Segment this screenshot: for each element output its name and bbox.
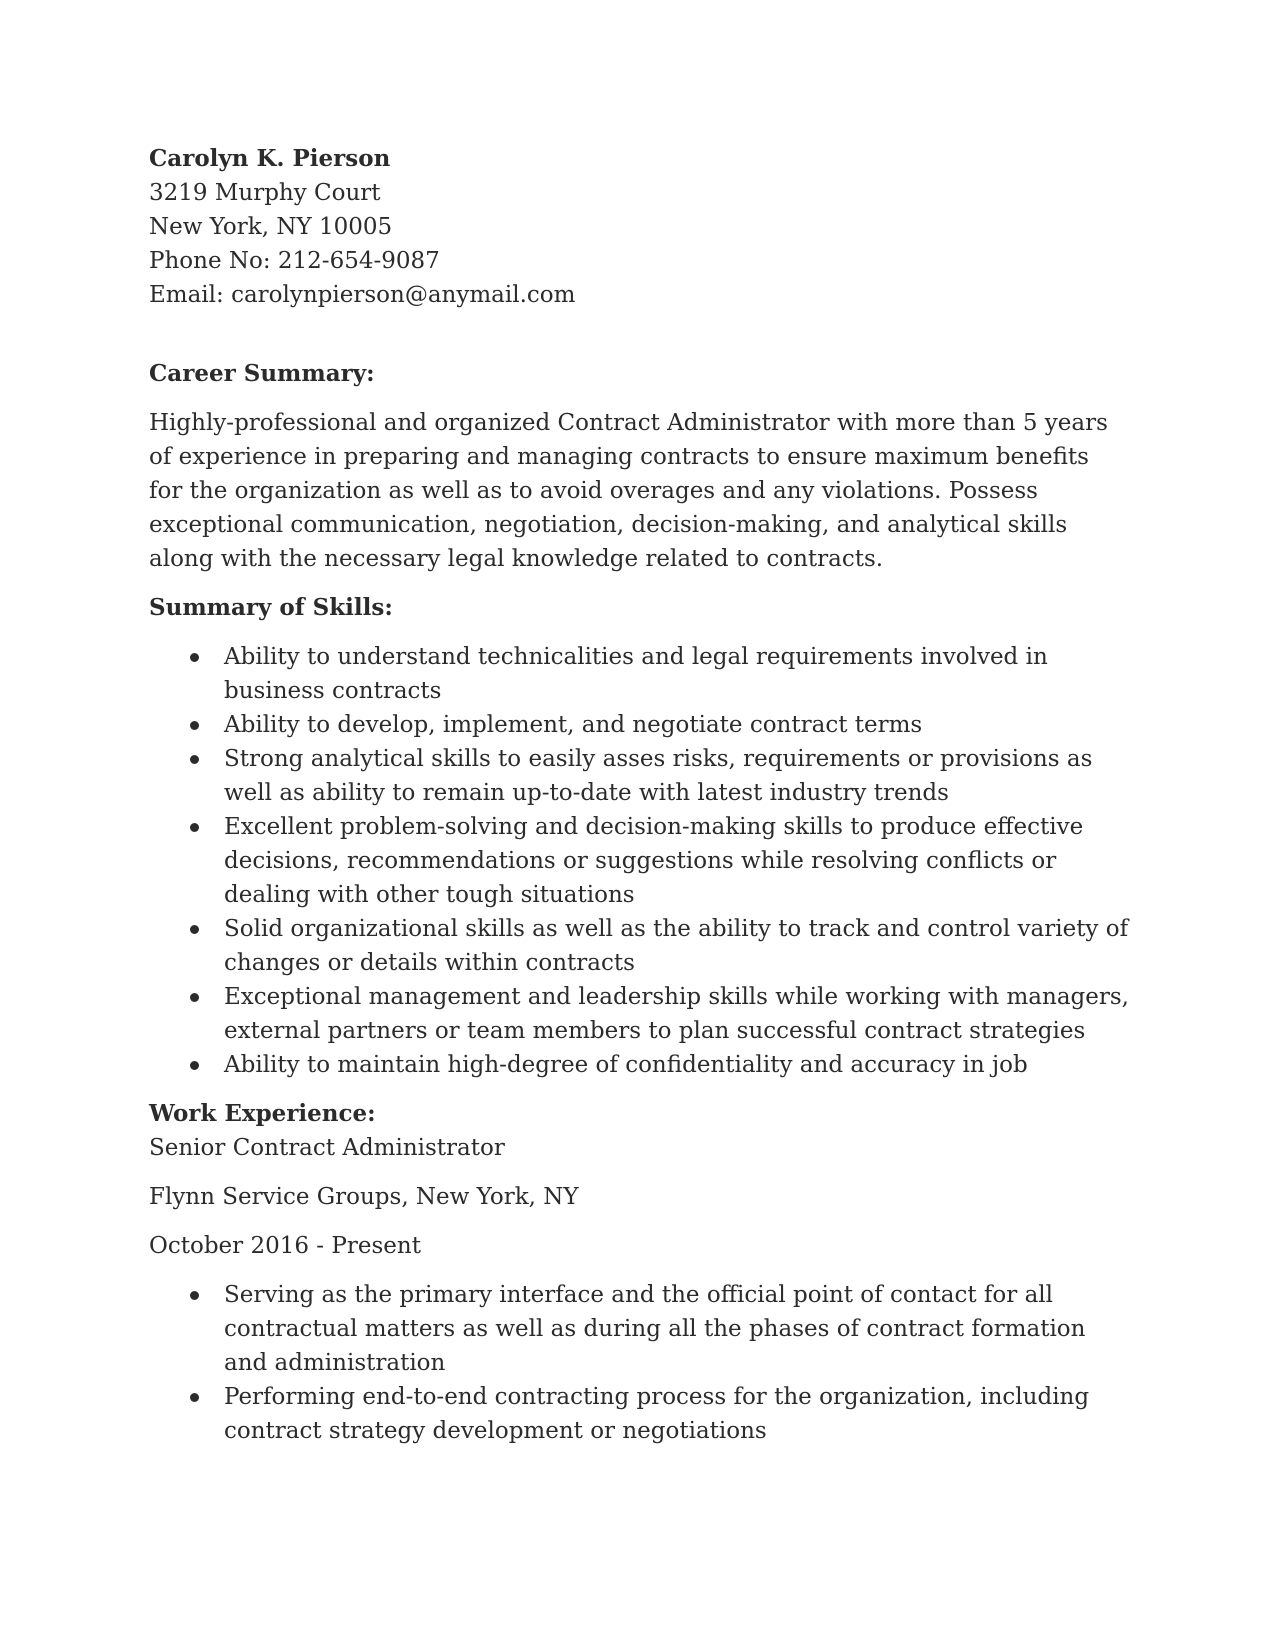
address-line-2: New York, NY 10005 bbox=[149, 214, 393, 240]
job-duties-list bbox=[149, 1278, 1129, 1448]
skill-item: Strong analytical skills to easily asses risks, requirements or provisions as well as ability to remain up-to-date with latest industry trends bbox=[149, 742, 1129, 810]
work-experience-section bbox=[149, 1097, 1129, 1448]
skill-item: Ability to develop, implement, and negotiate contract terms bbox=[149, 708, 1129, 742]
candidate-name: Carolyn K. Pierson bbox=[149, 145, 391, 172]
skills-heading: Summary of Skills: bbox=[149, 594, 393, 621]
contact-block bbox=[149, 142, 1129, 312]
company-name: Flynn Service Groups, New York, NY bbox=[149, 1184, 579, 1210]
skills-section bbox=[149, 591, 1129, 1082]
email-address: Email: carolynpierson@anymail.com bbox=[149, 282, 576, 308]
work-experience-heading: Work Experience: bbox=[149, 1100, 376, 1127]
skill-item: Ability to maintain high-degree of confidentiality and accuracy in job bbox=[149, 1048, 1129, 1082]
job-duty-item: Serving as the primary interface and the official point of contact for all contractual matters as well as during all the phases of contract formation and administration bbox=[149, 1278, 1129, 1380]
career-summary-text: Highly-professional and organized Contract Administrator with more than 5 years of experience in preparing and managing contracts to ensure maximum benefits for the organization as well as to avoid overages and any violations. Possess exceptional communication, negotiation, decision-making, and analytical skills along with the necessary legal knowledge related to contracts. bbox=[149, 410, 1108, 572]
career-summary-section bbox=[149, 357, 1129, 576]
skills-list bbox=[149, 640, 1129, 1082]
career-summary-heading: Career Summary: bbox=[149, 360, 375, 387]
address-line-1: 3219 Murphy Court bbox=[149, 180, 381, 206]
job-title: Senior Contract Administrator bbox=[149, 1135, 505, 1161]
resume-page bbox=[149, 142, 1129, 1448]
skill-item: Solid organizational skills as well as the ability to track and control variety of changes or details within contracts bbox=[149, 912, 1129, 980]
job-duty-item: Performing end-to-end contracting process for the organization, including contract strategy development or negotiations bbox=[149, 1380, 1129, 1448]
phone-number: Phone No: 212-654-9087 bbox=[149, 248, 440, 274]
employment-dates: October 2016 - Present bbox=[149, 1233, 421, 1259]
skill-item: Exceptional management and leadership skills while working with managers, external partners or team members to plan successful contract strategies bbox=[149, 980, 1129, 1048]
skill-item: Ability to understand technicalities and legal requirements involved in business contracts bbox=[149, 640, 1129, 708]
skill-item: Excellent problem-solving and decision-making skills to produce effective decisions, recommendations or suggestions while resolving conflicts or dealing with other tough situations bbox=[149, 810, 1129, 912]
